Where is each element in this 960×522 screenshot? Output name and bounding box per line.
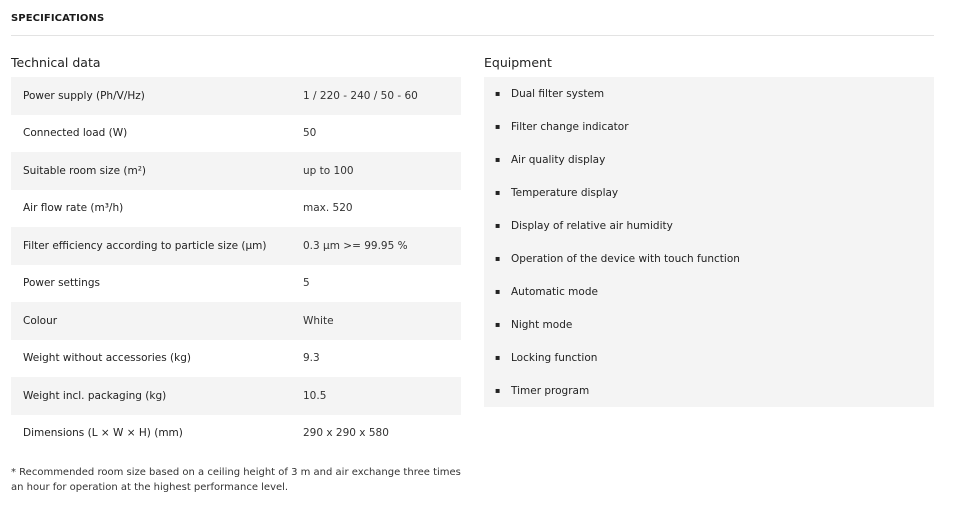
title-divider (11, 35, 934, 36)
spec-value: max. 520 (303, 190, 461, 228)
spec-label: Power settings (11, 265, 303, 303)
spec-label: Dimensions (L × W × H) (mm) (11, 415, 303, 453)
bullet-icon: ▪ (495, 353, 501, 362)
bullet-icon: ▪ (495, 188, 501, 197)
table-row (11, 265, 461, 303)
table-row (11, 77, 461, 115)
list-item (484, 176, 934, 209)
bullet-icon: ▪ (495, 122, 501, 131)
equipment-label: Operation of the device with touch function (511, 252, 740, 265)
list-item (484, 374, 934, 407)
spec-value: 1 / 220 - 240 / 50 - 60 (303, 77, 461, 115)
spec-label: Connected load (W) (11, 115, 303, 153)
list-item (484, 143, 934, 176)
table-row (11, 340, 461, 378)
spec-label: Filter efficiency according to particle size (µm) (11, 227, 303, 265)
footnote: * Recommended room size based on a ceiling height of 3 m and air exchange three times an hour for operation at the highest performance level. (11, 467, 461, 493)
technical-data-table (11, 77, 461, 452)
table-row (11, 152, 461, 190)
spec-label: Air flow rate (m³/h) (11, 190, 303, 228)
spec-value: 9.3 (303, 340, 461, 378)
spec-label: Power supply (Ph/V/Hz) (11, 77, 303, 115)
bullet-icon: ▪ (495, 320, 501, 329)
table-row (11, 227, 461, 265)
bullet-icon: ▪ (495, 155, 501, 164)
list-item (484, 209, 934, 242)
list-item (484, 110, 934, 143)
table-row (11, 415, 461, 453)
table-row (11, 302, 461, 340)
list-item (484, 242, 934, 275)
spec-value: 10.5 (303, 377, 461, 415)
table-row (11, 115, 461, 153)
table-row (11, 377, 461, 415)
equipment-label: Filter change indicator (511, 120, 629, 133)
spec-label: Colour (11, 302, 303, 340)
equipment-label: Night mode (511, 318, 573, 331)
equipment-label: Automatic mode (511, 285, 598, 298)
equipment-label: Dual filter system (511, 87, 605, 100)
spec-label: Suitable room size (m²) (11, 152, 303, 190)
spec-value: White (303, 302, 461, 340)
bullet-icon: ▪ (495, 89, 501, 98)
bullet-icon: ▪ (495, 254, 501, 263)
equipment-label: Display of relative air humidity (511, 219, 673, 232)
equipment-label: Locking function (511, 351, 598, 364)
equipment-label: Timer program (511, 384, 590, 397)
equipment-heading: Equipment (484, 55, 552, 70)
equipment-label: Air quality display (511, 153, 606, 166)
list-item (484, 341, 934, 374)
technical-data-heading: Technical data (11, 55, 101, 70)
bullet-icon: ▪ (495, 386, 501, 395)
spec-value: 0.3 µm >= 99.95 % (303, 227, 461, 265)
list-item (484, 77, 934, 110)
spec-value: up to 100 (303, 152, 461, 190)
page-title: SPECIFICATIONS (11, 13, 105, 24)
spec-value: 50 (303, 115, 461, 153)
equipment-label: Temperature display (511, 186, 619, 199)
equipment-list (484, 77, 934, 407)
table-row (11, 190, 461, 228)
list-item (484, 308, 934, 341)
spec-value: 290 x 290 x 580 (303, 415, 461, 453)
spec-label: Weight without accessories (kg) (11, 340, 303, 378)
spec-value: 5 (303, 265, 461, 303)
spec-label: Weight incl. packaging (kg) (11, 377, 303, 415)
list-item (484, 275, 934, 308)
bullet-icon: ▪ (495, 287, 501, 296)
bullet-icon: ▪ (495, 221, 501, 230)
